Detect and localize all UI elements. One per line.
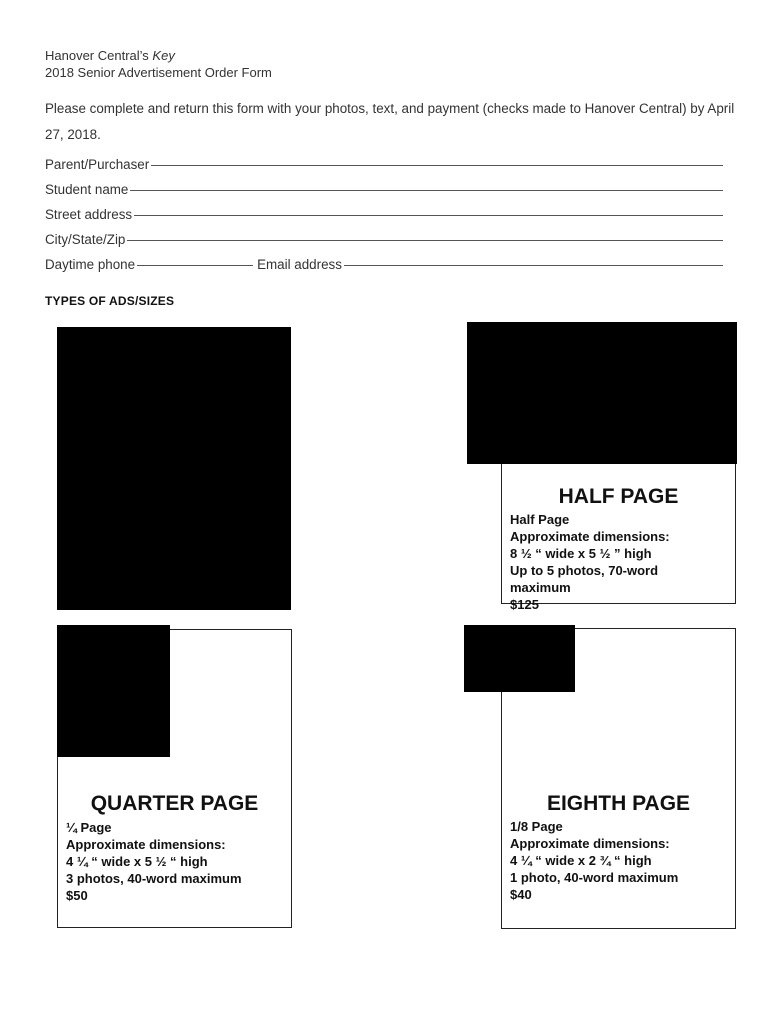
quarter-page-type: ¼ Page bbox=[66, 820, 112, 835]
email-label: Email address bbox=[257, 257, 342, 272]
form-header-line1 bbox=[45, 48, 175, 64]
city-field-row bbox=[45, 222, 723, 247]
student-field-line[interactable] bbox=[130, 190, 723, 191]
email-field-line[interactable] bbox=[344, 265, 723, 266]
half-page-type: Half Page bbox=[510, 512, 570, 527]
full-page-ad-sample bbox=[57, 327, 291, 610]
eighth-page-dimensions: 4 ¼ “ wide x 2 ¾ “ high bbox=[510, 853, 652, 868]
parent-field-row bbox=[45, 147, 723, 172]
eighth-page-ad-sample bbox=[464, 625, 575, 692]
eighth-page-dimensions-label: Approximate dimensions: bbox=[510, 836, 670, 851]
phone-label: Daytime phone bbox=[45, 257, 136, 272]
section-title: TYPES OF ADS/SIZES bbox=[45, 294, 175, 308]
half-page-dimensions-label: Approximate dimensions: bbox=[510, 529, 670, 544]
half-page-ad-sample bbox=[467, 322, 737, 464]
quarter-page-details bbox=[66, 819, 288, 904]
half-page-dimensions: 8 ½ “ wide x 5 ½ ” high bbox=[510, 546, 652, 561]
student-label: Student name bbox=[45, 182, 129, 197]
eighth-page-type: 1/8 Page bbox=[510, 819, 563, 834]
eighth-page-details bbox=[510, 818, 732, 903]
street-label: Street address bbox=[45, 207, 133, 222]
phone-field-line[interactable] bbox=[137, 265, 253, 266]
quarter-page-dimensions-label: Approximate dimensions: bbox=[66, 837, 226, 852]
parent-field-line[interactable] bbox=[151, 165, 723, 166]
quarter-page-ad-sample bbox=[57, 625, 170, 757]
eighth-page-photos: 1 photo, 40-word maximum bbox=[510, 870, 679, 885]
city-field-line[interactable] bbox=[127, 240, 723, 241]
contact-fields bbox=[45, 147, 723, 272]
phone-email-row bbox=[45, 247, 723, 272]
publication-name: Key bbox=[152, 48, 175, 63]
half-page-price: $125 bbox=[510, 597, 539, 612]
quarter-page-title: QUARTER PAGE bbox=[90, 792, 259, 815]
half-page-title: HALF PAGE bbox=[558, 485, 679, 508]
eighth-page-price: $40 bbox=[510, 887, 532, 902]
street-field-row bbox=[45, 197, 723, 222]
street-field-line[interactable] bbox=[134, 215, 723, 216]
form-title: 2018 Senior Advertisement Order Form bbox=[45, 65, 272, 80]
city-label: City/State/Zip bbox=[45, 232, 126, 247]
half-page-photos-cont: maximum bbox=[510, 580, 571, 595]
publication-prefix: Hanover Central’s bbox=[45, 48, 153, 63]
half-page-photos: Up to 5 photos, 70-word bbox=[510, 563, 659, 578]
quarter-page-dimensions: 4 ¼ “ wide x 5 ½ “ high bbox=[66, 854, 208, 869]
quarter-page-photos: 3 photos, 40-word maximum bbox=[66, 871, 242, 886]
quarter-page-price: $50 bbox=[66, 888, 88, 903]
student-field-row bbox=[45, 172, 723, 197]
parent-label: Parent/Purchaser bbox=[45, 157, 150, 172]
form-instructions: Please complete and return this form with your photos, text, and payment (checks made to Hanover Central) by April 27, 2018. bbox=[45, 101, 735, 142]
eighth-page-title: EIGHTH PAGE bbox=[546, 792, 691, 815]
half-page-details bbox=[510, 511, 732, 613]
